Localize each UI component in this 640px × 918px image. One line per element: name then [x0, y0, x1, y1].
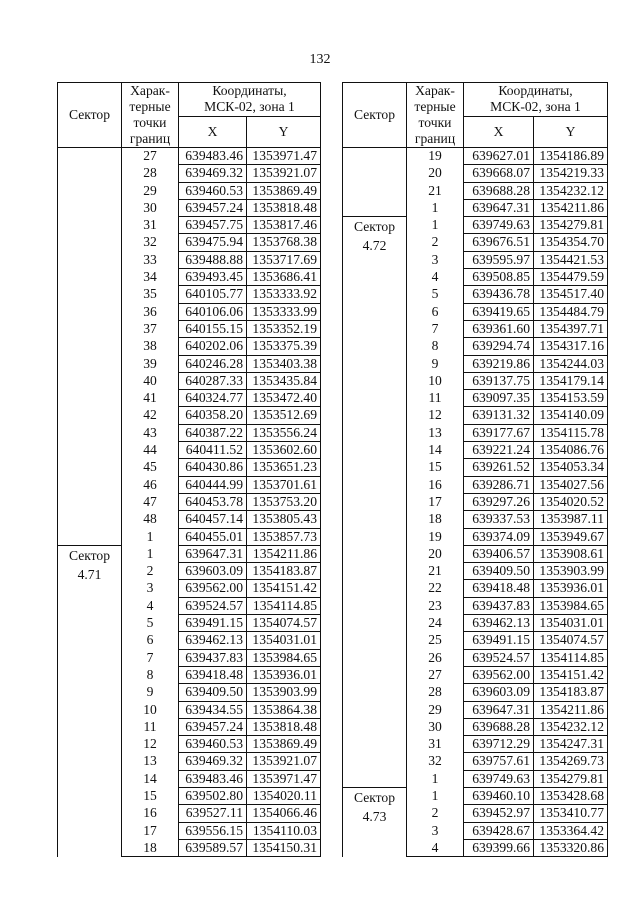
point-number-cell: 10: [407, 372, 464, 389]
point-number-cell: 17: [122, 822, 179, 839]
y-coordinate-cell: 1353435.84: [247, 372, 321, 389]
point-number-cell: 33: [122, 251, 179, 268]
x-coordinate-cell: 639097.35: [464, 390, 534, 407]
y-coordinate-cell: 1353805.43: [247, 511, 321, 528]
point-number-cell: 47: [122, 493, 179, 510]
y-coordinate-cell: 1354020.52: [534, 493, 608, 510]
point-number-cell: 11: [407, 390, 464, 407]
y-coordinate-cell: 1353333.92: [247, 286, 321, 303]
point-number-cell: 39: [122, 355, 179, 372]
x-coordinate-cell: 639462.13: [464, 615, 534, 632]
point-number-cell: 8: [407, 338, 464, 355]
point-number-cell: 45: [122, 459, 179, 476]
point-number-cell: 2: [407, 234, 464, 251]
y-coordinate-cell: 1354211.86: [534, 701, 608, 718]
y-coordinate-cell: 1353602.60: [247, 442, 321, 459]
y-coordinate-cell: 1354151.42: [534, 666, 608, 683]
x-coordinate-cell: 639668.07: [464, 165, 534, 182]
point-number-cell: 16: [122, 805, 179, 822]
point-number-cell: 1: [407, 217, 464, 234]
y-coordinate-cell: 1354183.87: [534, 684, 608, 701]
y-coordinate-cell: 1353333.99: [247, 303, 321, 320]
x-coordinate-cell: 639589.57: [179, 839, 247, 856]
y-coordinate-cell: 1354053.34: [534, 459, 608, 476]
y-coordinate-cell: 1354479.59: [534, 269, 608, 286]
x-coordinate-cell: 639261.52: [464, 459, 534, 476]
point-number-cell: 9: [407, 355, 464, 372]
x-coordinate-cell: 639562.00: [179, 580, 247, 597]
header-points: Харак- терные точки границ: [122, 83, 179, 148]
point-number-cell: 3: [407, 251, 464, 268]
y-coordinate-cell: 1354244.03: [534, 355, 608, 372]
x-coordinate-cell: 639361.60: [464, 320, 534, 337]
sector-cell: Сектор 4.73: [343, 787, 407, 856]
y-coordinate-cell: 1353375.39: [247, 338, 321, 355]
point-number-cell: 11: [122, 718, 179, 735]
y-coordinate-cell: 1353818.48: [247, 199, 321, 216]
x-coordinate-cell: 639502.80: [179, 787, 247, 804]
x-coordinate-cell: 639483.46: [179, 770, 247, 787]
header-points: Харак- терные точки границ: [407, 83, 464, 148]
y-coordinate-cell: 1354317.16: [534, 338, 608, 355]
y-coordinate-cell: 1353921.07: [247, 753, 321, 770]
x-coordinate-cell: 639603.09: [179, 563, 247, 580]
point-number-cell: 32: [407, 753, 464, 770]
point-number-cell: 42: [122, 407, 179, 424]
page-number: 132: [309, 52, 331, 67]
x-coordinate-cell: 640287.33: [179, 372, 247, 389]
point-number-cell: 24: [407, 615, 464, 632]
x-coordinate-cell: 639524.57: [179, 597, 247, 614]
y-coordinate-cell: 1353403.38: [247, 355, 321, 372]
x-coordinate-cell: 639437.83: [179, 649, 247, 666]
x-coordinate-cell: 639131.32: [464, 407, 534, 424]
x-coordinate-cell: 639603.09: [464, 684, 534, 701]
x-coordinate-cell: 639460.53: [179, 736, 247, 753]
point-number-cell: 40: [122, 372, 179, 389]
y-coordinate-cell: 1353701.61: [247, 476, 321, 493]
y-coordinate-cell: 1353472.40: [247, 390, 321, 407]
y-coordinate-cell: 1354279.81: [534, 217, 608, 234]
y-coordinate-cell: 1354066.46: [247, 805, 321, 822]
point-number-cell: 18: [407, 511, 464, 528]
point-number-cell: 41: [122, 390, 179, 407]
point-number-cell: 29: [122, 182, 179, 199]
point-number-cell: 13: [122, 753, 179, 770]
table-body-right: [343, 148, 608, 857]
y-coordinate-cell: 1354114.85: [534, 649, 608, 666]
header-coordinates: Координаты, МСК-02, зона 1: [179, 83, 321, 117]
y-coordinate-cell: 1354150.31: [247, 839, 321, 856]
x-coordinate-cell: 639409.50: [179, 684, 247, 701]
x-coordinate-cell: 639406.57: [464, 545, 534, 562]
x-coordinate-cell: 639419.65: [464, 303, 534, 320]
x-coordinate-cell: 639712.29: [464, 736, 534, 753]
x-coordinate-cell: 640387.22: [179, 424, 247, 441]
point-number-cell: 31: [407, 736, 464, 753]
x-coordinate-cell: 639688.28: [464, 718, 534, 735]
x-coordinate-cell: 639434.55: [179, 701, 247, 718]
y-coordinate-cell: 1354219.33: [534, 165, 608, 182]
y-coordinate-cell: 1354484.79: [534, 303, 608, 320]
x-coordinate-cell: 639676.51: [464, 234, 534, 251]
y-coordinate-cell: 1353903.99: [247, 684, 321, 701]
header-sector: Сектор: [58, 83, 122, 148]
point-number-cell: 9: [122, 684, 179, 701]
x-coordinate-cell: 640202.06: [179, 338, 247, 355]
point-number-cell: 25: [407, 632, 464, 649]
table-body-left: [58, 148, 321, 857]
header-sector: Сектор: [343, 83, 407, 148]
x-coordinate-cell: 639483.46: [179, 148, 247, 165]
x-coordinate-cell: 639469.32: [179, 753, 247, 770]
y-coordinate-cell: 1354110.03: [247, 822, 321, 839]
point-number-cell: 37: [122, 320, 179, 337]
x-coordinate-cell: 639647.31: [464, 701, 534, 718]
header-y: Y: [247, 116, 321, 147]
y-coordinate-cell: 1354186.89: [534, 148, 608, 165]
point-number-cell: 20: [407, 545, 464, 562]
x-coordinate-cell: 639469.32: [179, 165, 247, 182]
table-row: [58, 148, 321, 165]
y-coordinate-cell: 1354211.86: [534, 199, 608, 216]
x-coordinate-cell: 640457.14: [179, 511, 247, 528]
point-number-cell: 32: [122, 234, 179, 251]
table-row: [343, 148, 608, 165]
x-coordinate-cell: 640444.99: [179, 476, 247, 493]
x-coordinate-cell: 639562.00: [464, 666, 534, 683]
x-coordinate-cell: 639757.61: [464, 753, 534, 770]
point-number-cell: 34: [122, 269, 179, 286]
point-number-cell: 29: [407, 701, 464, 718]
x-coordinate-cell: 639436.78: [464, 286, 534, 303]
y-coordinate-cell: 1353556.24: [247, 424, 321, 441]
x-coordinate-cell: 639647.31: [179, 545, 247, 562]
point-number-cell: 6: [122, 632, 179, 649]
x-coordinate-cell: 639457.24: [179, 718, 247, 735]
y-coordinate-cell: 1353864.38: [247, 701, 321, 718]
point-number-cell: 14: [122, 770, 179, 787]
sector-cell: [58, 148, 122, 546]
y-coordinate-cell: 1353410.77: [534, 805, 608, 822]
point-number-cell: 20: [407, 165, 464, 182]
y-coordinate-cell: 1353651.23: [247, 459, 321, 476]
point-number-cell: 5: [407, 286, 464, 303]
point-number-cell: 7: [407, 320, 464, 337]
x-coordinate-cell: 639399.66: [464, 839, 534, 856]
y-coordinate-cell: 1354232.12: [534, 182, 608, 199]
header-coordinates: Координаты, МСК-02, зона 1: [464, 83, 608, 117]
point-number-cell: 4: [122, 597, 179, 614]
y-coordinate-cell: 1353869.49: [247, 736, 321, 753]
y-coordinate-cell: 1354151.42: [247, 580, 321, 597]
point-number-cell: 1: [407, 199, 464, 216]
y-coordinate-cell: 1353921.07: [247, 165, 321, 182]
x-coordinate-cell: 640455.01: [179, 528, 247, 545]
y-coordinate-cell: 1353753.20: [247, 493, 321, 510]
coordinates-table-right: [342, 82, 608, 857]
x-coordinate-cell: 639491.15: [179, 615, 247, 632]
y-coordinate-cell: 1354114.85: [247, 597, 321, 614]
point-number-cell: 12: [407, 407, 464, 424]
point-number-cell: 19: [407, 528, 464, 545]
x-coordinate-cell: 639524.57: [464, 649, 534, 666]
y-coordinate-cell: 1354086.76: [534, 442, 608, 459]
point-number-cell: 3: [122, 580, 179, 597]
point-number-cell: 35: [122, 286, 179, 303]
point-number-cell: 27: [407, 666, 464, 683]
y-coordinate-cell: 1354020.11: [247, 787, 321, 804]
x-coordinate-cell: 640411.52: [179, 442, 247, 459]
point-number-cell: 4: [407, 839, 464, 856]
point-number-cell: 7: [122, 649, 179, 666]
x-coordinate-cell: 640106.06: [179, 303, 247, 320]
y-coordinate-cell: 1354140.09: [534, 407, 608, 424]
x-coordinate-cell: 639286.71: [464, 476, 534, 493]
point-number-cell: 5: [122, 615, 179, 632]
point-number-cell: 31: [122, 217, 179, 234]
point-number-cell: 13: [407, 424, 464, 441]
y-coordinate-cell: 1354031.01: [534, 615, 608, 632]
x-coordinate-cell: 639337.53: [464, 511, 534, 528]
point-number-cell: 16: [407, 476, 464, 493]
point-number-cell: 2: [122, 563, 179, 580]
x-coordinate-cell: 639418.48: [464, 580, 534, 597]
x-coordinate-cell: 639219.86: [464, 355, 534, 372]
y-coordinate-cell: 1353984.65: [534, 597, 608, 614]
point-number-cell: 6: [407, 303, 464, 320]
x-coordinate-cell: 639177.67: [464, 424, 534, 441]
point-number-cell: 1: [122, 528, 179, 545]
y-coordinate-cell: 1354183.87: [247, 563, 321, 580]
point-number-cell: 4: [407, 269, 464, 286]
x-coordinate-cell: 639749.63: [464, 770, 534, 787]
x-coordinate-cell: 640430.86: [179, 459, 247, 476]
point-number-cell: 30: [407, 718, 464, 735]
y-coordinate-cell: 1353428.68: [534, 787, 608, 804]
x-coordinate-cell: 639527.11: [179, 805, 247, 822]
y-coordinate-cell: 1353352.19: [247, 320, 321, 337]
y-coordinate-cell: 1353936.01: [247, 666, 321, 683]
y-coordinate-cell: 1353987.11: [534, 511, 608, 528]
x-coordinate-cell: 639462.13: [179, 632, 247, 649]
point-number-cell: 21: [407, 563, 464, 580]
x-coordinate-cell: 639437.83: [464, 597, 534, 614]
y-coordinate-cell: 1353857.73: [247, 528, 321, 545]
y-coordinate-cell: 1354247.31: [534, 736, 608, 753]
table-row: [343, 787, 608, 804]
x-coordinate-cell: 639493.45: [179, 269, 247, 286]
x-coordinate-cell: 639457.75: [179, 217, 247, 234]
table-row: [343, 217, 608, 234]
point-number-cell: 1: [407, 787, 464, 804]
y-coordinate-cell: 1354031.01: [247, 632, 321, 649]
point-number-cell: 28: [122, 165, 179, 182]
point-number-cell: 27: [122, 148, 179, 165]
x-coordinate-cell: 639508.85: [464, 269, 534, 286]
point-number-cell: 10: [122, 701, 179, 718]
point-number-cell: 1: [122, 545, 179, 562]
y-coordinate-cell: 1353936.01: [534, 580, 608, 597]
coordinates-table-left: [57, 82, 321, 857]
y-coordinate-cell: 1354027.56: [534, 476, 608, 493]
point-number-cell: 1: [407, 770, 464, 787]
y-coordinate-cell: 1353818.48: [247, 718, 321, 735]
y-coordinate-cell: 1353817.46: [247, 217, 321, 234]
point-number-cell: 19: [407, 148, 464, 165]
point-number-cell: 3: [407, 822, 464, 839]
point-number-cell: 8: [122, 666, 179, 683]
table-row: [58, 545, 321, 562]
x-coordinate-cell: 640105.77: [179, 286, 247, 303]
header-x: X: [464, 116, 534, 147]
header-x: X: [179, 116, 247, 147]
x-coordinate-cell: 639221.24: [464, 442, 534, 459]
y-coordinate-cell: 1353971.47: [247, 148, 321, 165]
y-coordinate-cell: 1353908.61: [534, 545, 608, 562]
y-coordinate-cell: 1354269.73: [534, 753, 608, 770]
sector-cell: Сектор 4.72: [343, 217, 407, 788]
x-coordinate-cell: 639460.53: [179, 182, 247, 199]
point-number-cell: 15: [122, 787, 179, 804]
x-coordinate-cell: 639647.31: [464, 199, 534, 216]
point-number-cell: 38: [122, 338, 179, 355]
x-coordinate-cell: 639488.88: [179, 251, 247, 268]
x-coordinate-cell: 639688.28: [464, 182, 534, 199]
point-number-cell: 12: [122, 736, 179, 753]
x-coordinate-cell: 639475.94: [179, 234, 247, 251]
sector-cell: Сектор 4.71: [58, 545, 122, 856]
header-y: Y: [534, 116, 608, 147]
y-coordinate-cell: 1353512.69: [247, 407, 321, 424]
x-coordinate-cell: 640155.15: [179, 320, 247, 337]
y-coordinate-cell: 1354153.59: [534, 390, 608, 407]
point-number-cell: 17: [407, 493, 464, 510]
x-coordinate-cell: 640246.28: [179, 355, 247, 372]
x-coordinate-cell: 640453.78: [179, 493, 247, 510]
y-coordinate-cell: 1353320.86: [534, 839, 608, 856]
y-coordinate-cell: 1354421.53: [534, 251, 608, 268]
point-number-cell: 48: [122, 511, 179, 528]
point-number-cell: 30: [122, 199, 179, 216]
y-coordinate-cell: 1353768.38: [247, 234, 321, 251]
y-coordinate-cell: 1354517.40: [534, 286, 608, 303]
x-coordinate-cell: 639452.97: [464, 805, 534, 822]
y-coordinate-cell: 1354179.14: [534, 372, 608, 389]
point-number-cell: 28: [407, 684, 464, 701]
x-coordinate-cell: 640358.20: [179, 407, 247, 424]
y-coordinate-cell: 1354232.12: [534, 718, 608, 735]
y-coordinate-cell: 1353903.99: [534, 563, 608, 580]
y-coordinate-cell: 1354354.70: [534, 234, 608, 251]
point-number-cell: 23: [407, 597, 464, 614]
point-number-cell: 14: [407, 442, 464, 459]
point-number-cell: 43: [122, 424, 179, 441]
y-coordinate-cell: 1353717.69: [247, 251, 321, 268]
x-coordinate-cell: 639409.50: [464, 563, 534, 580]
x-coordinate-cell: 639137.75: [464, 372, 534, 389]
x-coordinate-cell: 639556.15: [179, 822, 247, 839]
x-coordinate-cell: 639294.74: [464, 338, 534, 355]
x-coordinate-cell: 639595.97: [464, 251, 534, 268]
x-coordinate-cell: 639749.63: [464, 217, 534, 234]
x-coordinate-cell: 640324.77: [179, 390, 247, 407]
y-coordinate-cell: 1354074.57: [534, 632, 608, 649]
x-coordinate-cell: 639460.10: [464, 787, 534, 804]
x-coordinate-cell: 639457.24: [179, 199, 247, 216]
y-coordinate-cell: 1353949.67: [534, 528, 608, 545]
point-number-cell: 36: [122, 303, 179, 320]
y-coordinate-cell: 1354397.71: [534, 320, 608, 337]
point-number-cell: 21: [407, 182, 464, 199]
y-coordinate-cell: 1353984.65: [247, 649, 321, 666]
y-coordinate-cell: 1354279.81: [534, 770, 608, 787]
x-coordinate-cell: 639418.48: [179, 666, 247, 683]
y-coordinate-cell: 1353686.41: [247, 269, 321, 286]
y-coordinate-cell: 1354211.86: [247, 545, 321, 562]
point-number-cell: 2: [407, 805, 464, 822]
x-coordinate-cell: 639428.67: [464, 822, 534, 839]
x-coordinate-cell: 639297.26: [464, 493, 534, 510]
y-coordinate-cell: 1354115.78: [534, 424, 608, 441]
point-number-cell: 26: [407, 649, 464, 666]
x-coordinate-cell: 639374.09: [464, 528, 534, 545]
sector-cell: [343, 148, 407, 217]
y-coordinate-cell: 1353971.47: [247, 770, 321, 787]
y-coordinate-cell: 1353364.42: [534, 822, 608, 839]
point-number-cell: 44: [122, 442, 179, 459]
x-coordinate-cell: 639627.01: [464, 148, 534, 165]
point-number-cell: 18: [122, 839, 179, 856]
x-coordinate-cell: 639491.15: [464, 632, 534, 649]
point-number-cell: 22: [407, 580, 464, 597]
point-number-cell: 46: [122, 476, 179, 493]
y-coordinate-cell: 1354074.57: [247, 615, 321, 632]
point-number-cell: 15: [407, 459, 464, 476]
y-coordinate-cell: 1353869.49: [247, 182, 321, 199]
